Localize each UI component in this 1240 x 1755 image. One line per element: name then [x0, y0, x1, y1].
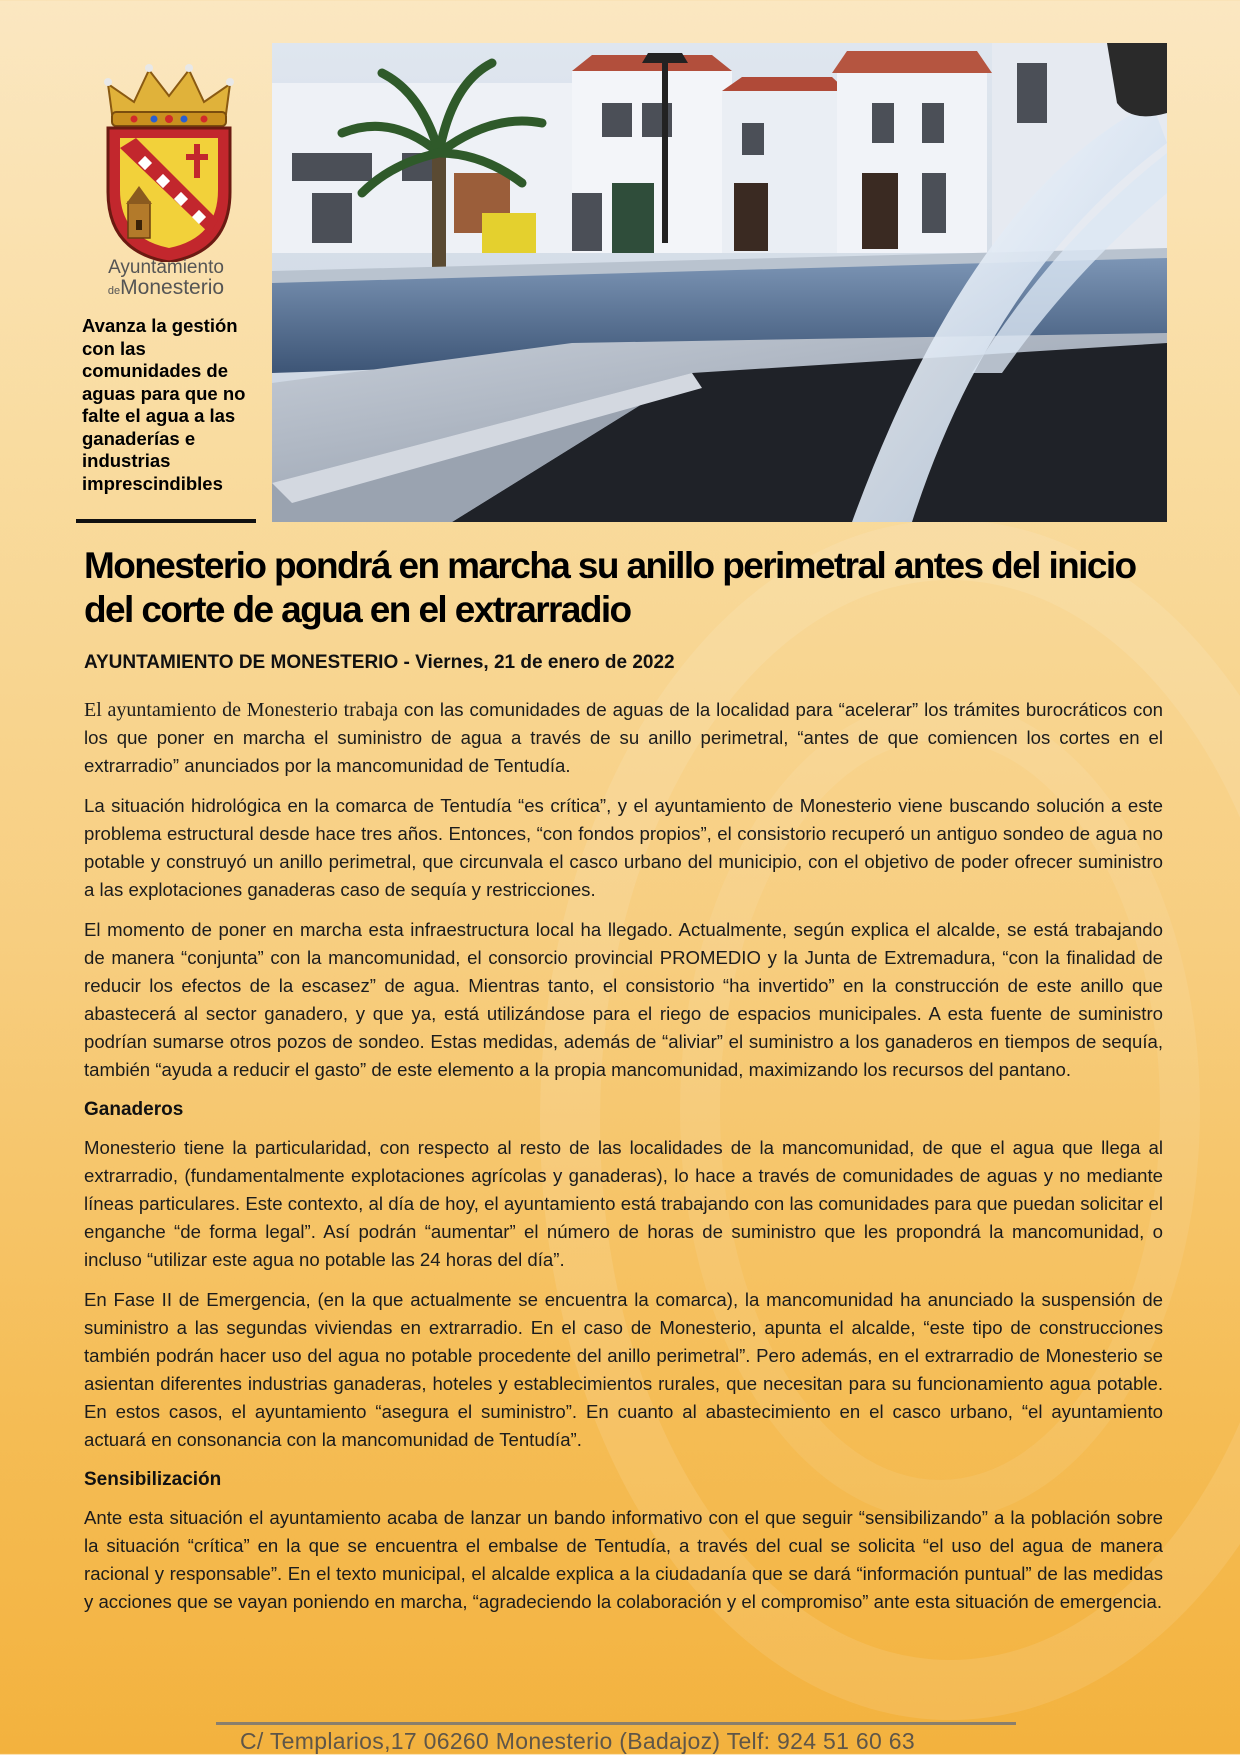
- logo-town-name: Monesterio: [120, 276, 225, 299]
- footer-address: C/ Templarios,17 06260 Monesterio (Badajoz) Telf: 924 51 60 63: [240, 1728, 915, 1754]
- fountain-photo-icon: [272, 43, 1167, 522]
- logo-line-ayuntamiento: Ayuntamiento: [108, 257, 224, 278]
- article-paragraph-5: En Fase II de Emergencia, (en la que actualmente se encuentra la comarca), la mancomunidad ha anunciado la suspensión de suministro a las segundas viviendas en extrarradio. En el caso de Monesterio, apunta el alcalde, “este tipo de construcciones también podrán hacer uso del agua no potable procedente del anillo perimetral”. Pero además, en el extrarradio de Monesterio se asientan diferentes industrias ganaderas, hoteles y establecimientos rurales, que necesitan para su funcionamiento agua potable. En estos casos, el ayuntamiento “asegura el suministro”. En cuanto al abastecimiento en el casco urbano, “el ayuntamiento actuará en consonancia con la mancomunidad de Tentudía”.: [84, 1289, 1163, 1450]
- article-body: [84, 696, 1163, 1628]
- logo-wordmark: [76, 258, 256, 298]
- logo-prefix: de: [107, 285, 121, 297]
- coat-of-arms-icon: [94, 62, 244, 262]
- sidebar-blurb: Avanza la gestión con las comunidades de aguas para que no falte el agua a las ganaderías e industrias imprescindibles: [82, 315, 246, 494]
- article-paragraph-4: Monesterio tiene la particularidad, con respecto al resto de las localidades de la mancomunidad, de que el agua que llega al extrarradio, (fundamentalmente explotaciones agrícolas y ganaderas), lo hace a través de comunidades de aguas y no mediante líneas particulares. Este contexto, al día de hoy, el ayuntamiento está trabajando con las comunidades para que puedan solicitar el enganche “de forma legal”. Así podrán “aumentar” el número de horas de suministro que les propondrá la mancomunidad, o incluso “utilizar este agua no potable las 24 horas del día”.: [84, 1137, 1163, 1270]
- section-heading-ganaderos: Ganaderos: [84, 1099, 184, 1120]
- article-paragraph-2: La situación hidrológica en la comarca de Tentudía “es crítica”, y el ayuntamiento de Monesterio viene buscando solución a este problema estructural desde hace tres años. Entonces, “con fondos propios”, el consistorio recuperó un antiguo sondeo de agua no potable y construyó un anillo perimetral, que circunvala el casco urbano del municipio, con el objetivo de poder ofrecer suministro a las explotaciones ganaderas caso de sequía y restricciones.: [84, 795, 1163, 900]
- article-lead-in: El ayuntamiento de Monesterio trabaja: [84, 699, 399, 721]
- fountain-photo: [272, 43, 1167, 522]
- article-paragraph-3: El momento de poner en marcha esta infraestructura local ha llegado. Actualmente, según explica el alcalde, se está trabajando de manera “conjunta” con la mancomunidad, el consorcio provincial PROMEDIO y la Junta de Extremadura, “con la finalidad de reducir los efectos de la escasez” de agua. Mientras tanto, el consistorio “ha invertido” en la construcción de este anillo que abastecerá al sector ganadero, y que ya, está utilizándose para el riego de espacios municipales. A esta fuente de suministro podrían sumarse otros pozos de sondeo. Estas medidas, además de “aliviar” el suministro a los ganaderos en tiempos de sequía, también “ayuda a reducir el gasto” de este elemento a la propia mancomunidad, maximizando los recursos del pantano.: [84, 919, 1163, 1080]
- sidebar-divider: [76, 519, 256, 523]
- article-byline: AYUNTAMIENTO DE MONESTERIO - Viernes, 21 de enero de 2022: [84, 652, 675, 673]
- article-paragraph-1-text: con las comunidades de aguas de la localidad para “acelerar” los trámites burocráticos con los que poner en marcha el suministro de agua a través de su anillo perimetral, “antes de que comiencen los cortes en el extrarradio” anunciados por la mancomunidad de Tentudía.: [84, 699, 1163, 776]
- article-headline: Monesterio pondrá en marcha su anillo perimetral antes del inicio del corte de agua en el extrarradio: [84, 545, 1136, 630]
- article-paragraph-6: Ante esta situación el ayuntamiento acaba de lanzar un bando informativo con el que seguir “sensibilizando” a la población sobre la situación “crítica” en la que se encuentra el embalse de Tentudía, a través del cual se solicita “el uso del agua de manera racional y responsable”. En el texto municipal, el alcalde explica a la ciudadanía que se dará “información puntual” de las medidas y acciones que se vayan poniendo en marcha, “agradeciendo la colaboración y el compromiso” ante esta situación de emergencia.: [84, 1507, 1163, 1612]
- section-heading-sensibilizacion: Sensibilización: [84, 1469, 222, 1490]
- footer-divider: [216, 1722, 1016, 1725]
- article-paragraph-1: [84, 696, 1163, 780]
- logo-line-monesterio: [76, 277, 256, 298]
